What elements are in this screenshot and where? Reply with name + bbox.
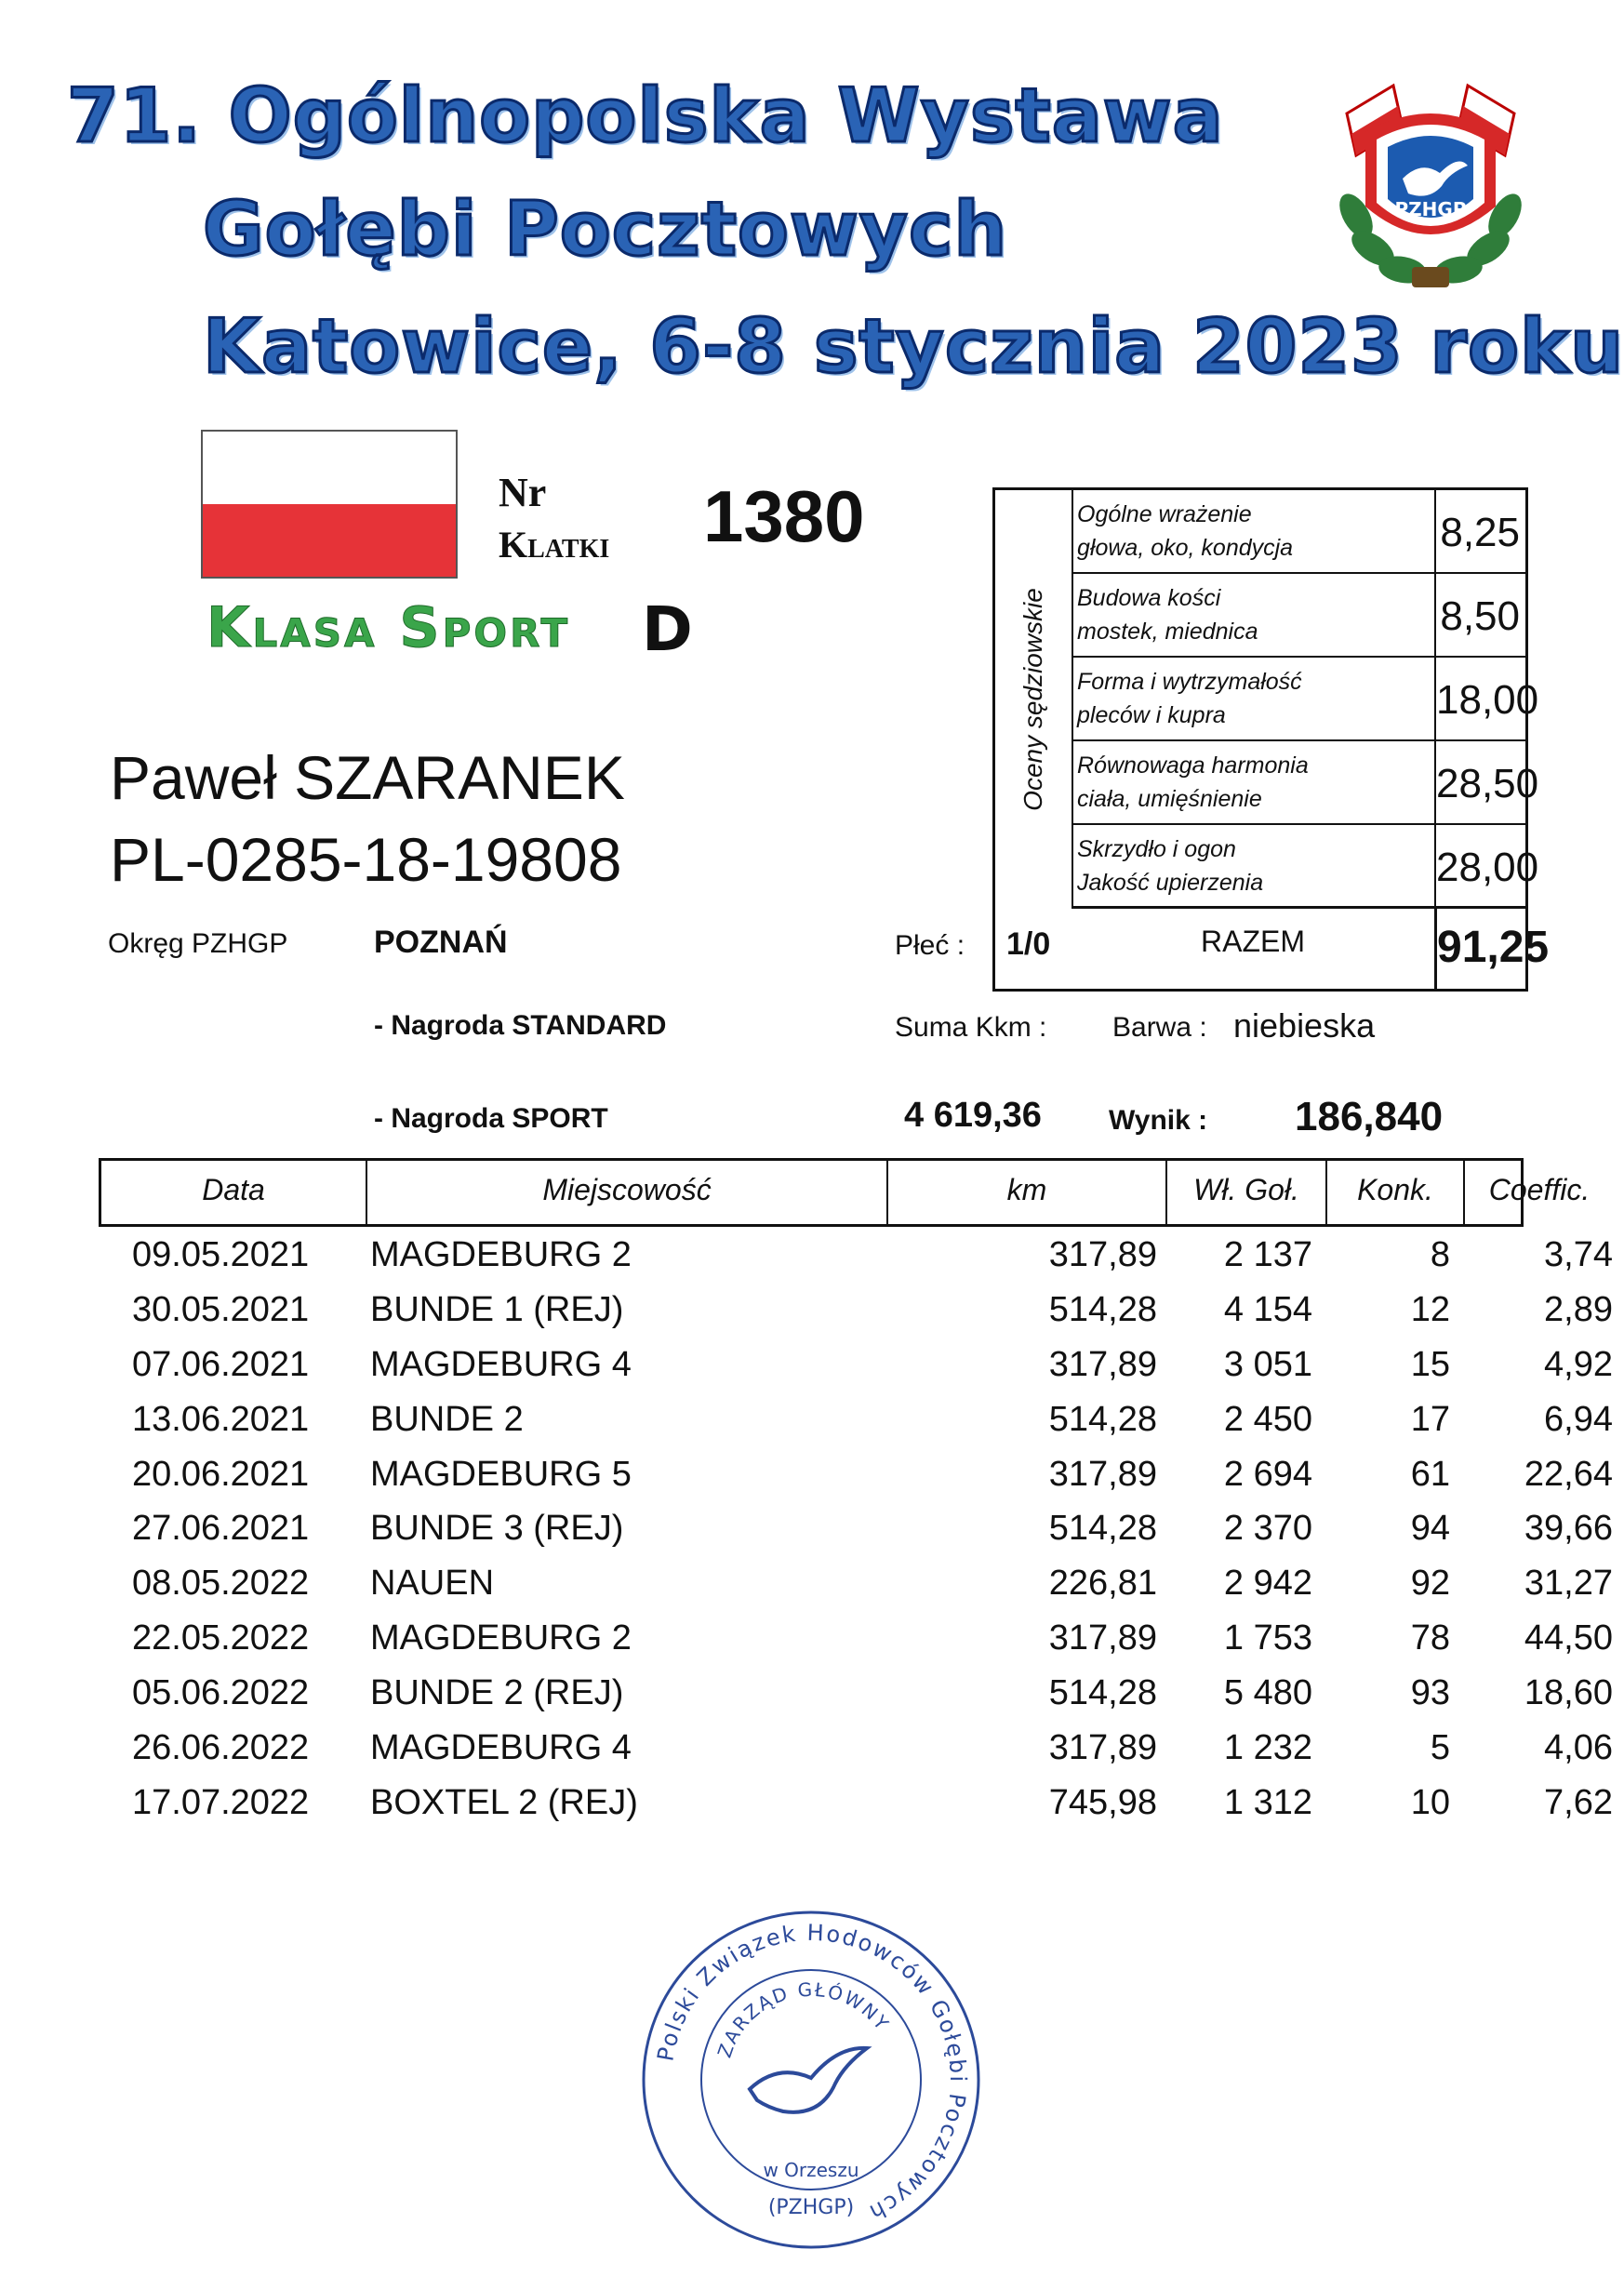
barwa-label: Barwa : xyxy=(1112,1012,1207,1043)
flight-birds: 5 480 xyxy=(1223,1673,1312,1713)
flight-birds: 4 154 xyxy=(1223,1289,1312,1329)
barwa-value: niebieska xyxy=(1233,1006,1376,1045)
rating-row: Forma i wytrzymałość pleców i kupra 18,00 xyxy=(1072,658,1525,741)
flight-date: 20.06.2021 xyxy=(132,1454,310,1494)
flight-konk: 92 xyxy=(1410,1564,1450,1604)
dove-icon xyxy=(750,2048,867,2112)
flight-date: 22.05.2022 xyxy=(132,1618,310,1658)
plec-value: 1/0 xyxy=(1006,926,1051,962)
flight-place: BOXTEL 2 (REJ) xyxy=(370,1782,638,1822)
flights-header xyxy=(99,1158,1591,1227)
title-line-3: Katowice, 6-8 stycznia 2023 roku xyxy=(203,303,1624,390)
flight-place: BUNDE 1 (REJ) xyxy=(370,1289,624,1329)
flight-date: 30.05.2021 xyxy=(132,1289,310,1329)
flight-coef: 6,94 xyxy=(1544,1399,1613,1439)
flight-date: 27.06.2021 xyxy=(132,1509,310,1549)
flight-coef: 3,74 xyxy=(1544,1235,1613,1274)
rating-value: 18,00 xyxy=(1434,658,1525,739)
flight-birds: 2 450 xyxy=(1223,1399,1312,1439)
flight-date: 17.07.2022 xyxy=(132,1782,310,1822)
stamp-inner-top: ZARZĄD GŁÓWNY xyxy=(712,1977,895,2061)
flight-row xyxy=(99,1446,1613,1501)
header-konk: Konk. xyxy=(1327,1161,1465,1224)
klasa-letter: D xyxy=(642,593,693,665)
flight-row xyxy=(99,1665,1613,1720)
flight-konk: 5 xyxy=(1430,1728,1450,1768)
ratings-vertical-label: Oceny sędziowskie xyxy=(995,490,1073,909)
flight-birds: 2 694 xyxy=(1223,1454,1312,1494)
flight-konk: 78 xyxy=(1410,1618,1450,1658)
flight-row xyxy=(99,1282,1613,1337)
ring-number: PL-0285-18-19808 xyxy=(110,825,622,894)
header-place: Miejscowość xyxy=(367,1161,888,1224)
stamp-outer-text: Polski Związek Hodowców Gołębi Pocztowych xyxy=(652,1919,972,2227)
title-line-1: 71. Ogólnopolska Wystawa xyxy=(67,73,1224,159)
flight-date: 05.06.2022 xyxy=(132,1673,310,1713)
title-line-2: Gołębi Pocztowych xyxy=(203,186,1008,273)
flight-km: 514,28 xyxy=(1048,1399,1157,1439)
flight-row xyxy=(99,1227,1613,1282)
rating-row: Równowaga harmonia ciała, umięśnienie 28,50 xyxy=(1072,741,1525,825)
flight-km: 745,98 xyxy=(1048,1782,1157,1822)
flight-place: MAGDEBURG 4 xyxy=(370,1344,632,1384)
flight-row xyxy=(99,1391,1613,1446)
okreg-label: Okręg PZHGP xyxy=(108,928,288,959)
flight-birds: 2 370 xyxy=(1223,1509,1312,1549)
flight-birds: 3 051 xyxy=(1223,1344,1312,1384)
flight-konk: 10 xyxy=(1410,1782,1450,1822)
flight-konk: 17 xyxy=(1410,1399,1450,1439)
flight-birds: 2 137 xyxy=(1223,1235,1312,1274)
flight-place: BUNDE 2 (REJ) xyxy=(370,1673,624,1713)
official-stamp xyxy=(638,1907,984,2253)
flight-km: 317,89 xyxy=(1048,1454,1157,1494)
flight-konk: 8 xyxy=(1430,1235,1450,1274)
header-km: km xyxy=(888,1161,1167,1224)
total-row xyxy=(1072,909,1550,989)
flight-place: MAGDEBURG 5 xyxy=(370,1454,632,1494)
flight-coef: 7,62 xyxy=(1544,1782,1613,1822)
flight-row xyxy=(99,1500,1613,1555)
ratings-table xyxy=(992,487,1550,992)
flight-date: 09.05.2021 xyxy=(132,1235,310,1274)
flight-konk: 94 xyxy=(1410,1509,1450,1549)
rating-row: Skrzydło i ogon Jakość upierzenia 28,00 xyxy=(1072,825,1525,909)
flight-row xyxy=(99,1337,1613,1391)
suma-value: 4 619,36 xyxy=(904,1096,1042,1135)
header-coef: Coeffic. xyxy=(1488,1173,1591,1206)
flight-date: 13.06.2021 xyxy=(132,1399,310,1439)
flight-coef: 39,66 xyxy=(1524,1509,1613,1549)
header-date: Data xyxy=(101,1161,367,1224)
flight-place: MAGDEBURG 2 xyxy=(370,1618,632,1658)
header-wl: Wł. Goł. xyxy=(1167,1161,1327,1224)
polish-flag xyxy=(201,430,458,579)
flight-km: 317,89 xyxy=(1048,1618,1157,1658)
flight-place: MAGDEBURG 2 xyxy=(370,1235,632,1274)
flight-place: BUNDE 3 (REJ) xyxy=(370,1509,624,1549)
flight-row xyxy=(99,1610,1613,1665)
flights-table xyxy=(99,1158,1613,1830)
flight-birds: 2 942 xyxy=(1223,1564,1312,1604)
flight-coef: 18,60 xyxy=(1524,1673,1613,1713)
flight-km: 317,89 xyxy=(1048,1235,1157,1274)
plec-label: Płeć : xyxy=(895,930,965,961)
klatki-label: Klatki xyxy=(499,524,610,566)
nagroda-sport: - Nagroda SPORT xyxy=(374,1103,608,1134)
suma-label: Suma Kkm : xyxy=(895,1012,1047,1043)
flight-km: 514,28 xyxy=(1048,1289,1157,1329)
rating-row: Budowa kości mostek, miednica 8,50 xyxy=(1072,574,1525,658)
flight-birds: 1 232 xyxy=(1223,1728,1312,1768)
stamp-abbrev: (PZHGP) xyxy=(767,2196,855,2219)
rating-value: 28,50 xyxy=(1434,741,1525,823)
flight-row xyxy=(99,1720,1613,1775)
logo-text: PZHGP xyxy=(1394,198,1467,220)
klasa-label: Klasa Sport xyxy=(206,595,571,660)
flight-date: 07.06.2021 xyxy=(132,1344,310,1384)
flight-place: BUNDE 2 xyxy=(370,1399,524,1439)
flight-km: 514,28 xyxy=(1048,1673,1157,1713)
flight-coef: 4,92 xyxy=(1544,1344,1613,1384)
flight-coef: 31,27 xyxy=(1524,1564,1613,1604)
flight-coef: 22,64 xyxy=(1524,1454,1613,1494)
cage-number: 1380 xyxy=(703,475,865,557)
rating-value: 8,50 xyxy=(1434,574,1525,656)
total-label: RAZEM xyxy=(1201,925,1305,958)
flight-birds: 1 753 xyxy=(1223,1618,1312,1658)
nagroda-standard: - Nagroda STANDARD xyxy=(374,1010,667,1041)
stamp-inner-bottom: w Orzeszu xyxy=(763,2159,859,2181)
flight-place: MAGDEBURG 4 xyxy=(370,1728,632,1768)
total-value: 91,25 xyxy=(1434,909,1525,989)
wynik-label: Wynik : xyxy=(1109,1105,1208,1136)
wynik-value: 186,840 xyxy=(1295,1094,1444,1139)
flight-row xyxy=(99,1775,1613,1830)
flight-km: 317,89 xyxy=(1048,1728,1157,1768)
flight-km: 226,81 xyxy=(1048,1564,1157,1604)
flight-birds: 1 312 xyxy=(1223,1782,1312,1822)
rating-value: 28,00 xyxy=(1434,825,1525,907)
okreg-value: POZNAŃ xyxy=(374,925,508,960)
flight-place: NAUEN xyxy=(370,1564,495,1604)
flight-coef: 44,50 xyxy=(1524,1618,1613,1658)
rating-value: 8,25 xyxy=(1434,490,1525,572)
flight-coef: 4,06 xyxy=(1544,1728,1613,1768)
flight-date: 26.06.2022 xyxy=(132,1728,310,1768)
flight-row xyxy=(99,1555,1613,1610)
flight-konk: 61 xyxy=(1410,1454,1450,1494)
flight-date: 08.05.2022 xyxy=(132,1564,310,1604)
flight-km: 514,28 xyxy=(1048,1509,1157,1549)
flight-konk: 93 xyxy=(1410,1673,1450,1713)
flight-km: 317,89 xyxy=(1048,1344,1157,1384)
nr-label: Nr xyxy=(499,470,547,515)
rating-row: Ogólne wrażenie głowa, oko, kondycja 8,25 xyxy=(1072,490,1525,574)
flight-konk: 12 xyxy=(1410,1289,1450,1329)
pzhgp-logo xyxy=(1319,76,1542,300)
flight-coef: 2,89 xyxy=(1544,1289,1613,1329)
flight-konk: 15 xyxy=(1410,1344,1450,1384)
owner-name: Paweł SZARANEK xyxy=(110,743,625,812)
